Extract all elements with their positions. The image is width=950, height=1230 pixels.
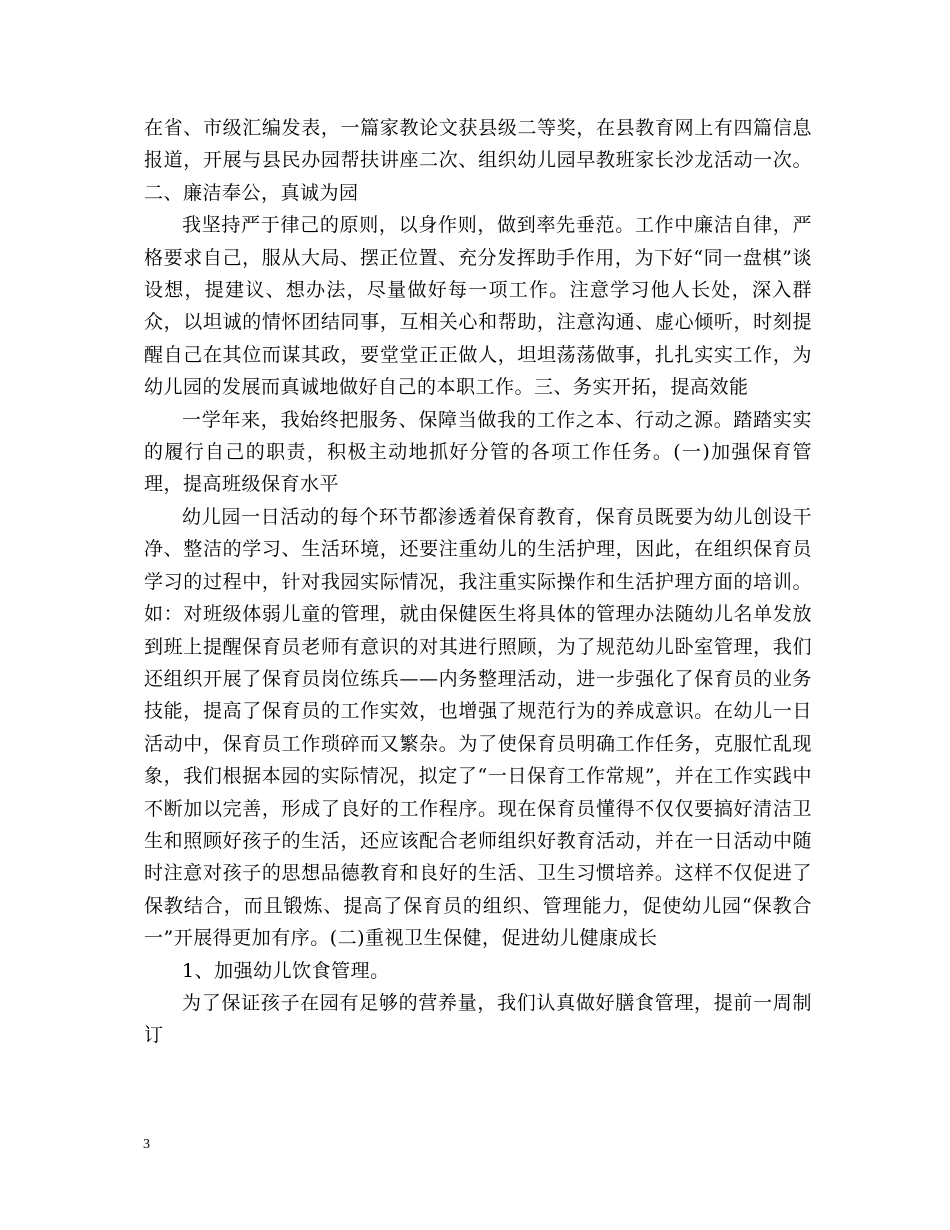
paragraph-5: 1、加强幼儿饮食管理。 — [182, 959, 390, 982]
body-text — [144, 112, 812, 1052]
paragraph-2: 我坚持严于律己的原则，以身作则，做到率先垂范。工作中廉洁自律，严格要求自己，服从大局、摆正位置、充分发挥助手作用，为下好“同一盘棋”谈设想，提建议、想办法，尽量做好每一项工作。注意学习他人长处，深入群众，以坦诚的情怀团结同事，互相关心和帮助，注意沟通、虚心倾听，时刻提醒自己在其位而谋其政，要堂堂正正做人，坦坦荡荡做事，扎扎实实工作，为幼儿园的发展而真诚地做好自己的本职工作。三、务实开拓，提高效能 — [144, 214, 812, 399]
paragraph-4: 幼儿园一日活动的每个环节都渗透着保育教育，保育员既要为幼儿创设干净、整洁的学习、生活环境，还要注重幼儿的生活护理，因此，在组织保育员学习的过程中，针对我园实际情况，我注重实际操作和生活护理方面的培训。如：对班级体弱儿童的管理，就由保健医生将具体的管理办法随幼儿名单发放到班上提醒保育员老师有意识的对其进行照顾，为了规范幼儿卧室管理，我们还组织开展了保育员岗位练兵——内务整理活动，进一步强化了保育员的业务技能，提高了保育员的工作实效，也增强了规范行为的养成意识。在幼儿一日活动中，保育员工作琐碎而又繁杂。为了使保育员明确工作任务，克服忙乱现象，我们根据本园的实际情况，拟定了“一日保育工作常规”，并在工作实践中不断加以完善，形成了良好的工作程序。现在保育员懂得不仅仅要搞好清洁卫生和照顾好孩子的生活，还应该配合老师组织好教育活动，并在一日活动中随时注意对孩子的思想品德教育和良好的生活、卫生习惯培养。这样不仅促进了保教结合，而且锻炼、提高了保育员的组织、管理能力，促使幼儿园“保教合一”开展得更加有序。(二)重视卫生保健，促进幼儿健康成长 — [144, 505, 812, 950]
page-number: 3 — [143, 1137, 150, 1152]
paragraph-3: 一学年来，我始终把服务、保障当做我的工作之本、行动之源。踏踏实实的履行自己的职责，积极主动地抓好分管的各项工作任务。(一)加强保育管理，提高班级保育水平 — [144, 408, 812, 496]
paragraph-6: 为了保证孩子在园有足够的营养量，我们认真做好膳食管理，提前一周制订 — [144, 991, 812, 1047]
paragraph-1: 在省、市级汇编发表，一篇家教论文获县级二等奖，在县教育网上有四篇信息报道，开展与县民办园帮扶讲座二次、组织幼儿园早教班家长沙龙活动一次。二、廉洁奉公，真诚为园 — [144, 117, 812, 204]
